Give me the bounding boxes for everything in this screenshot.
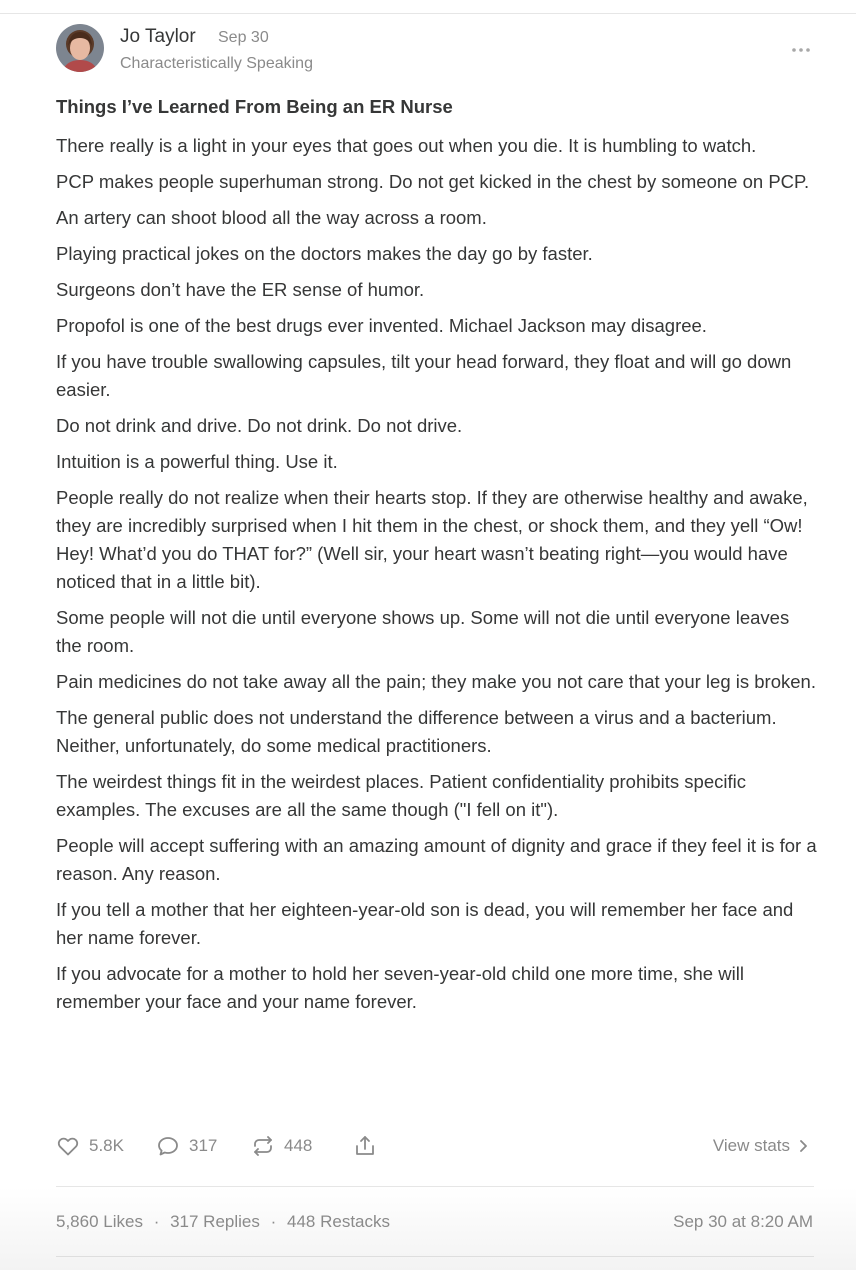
like-count: 5.8K (89, 1136, 124, 1155)
footer-divider (56, 1256, 814, 1257)
paragraph: Do not drink and drive. Do not drink. Do not drive. (56, 415, 463, 436)
comment-icon (156, 1134, 180, 1158)
paragraph: Some people will not die until everyone shows up. Some will not die until everyone leaves the room. (56, 607, 790, 656)
paragraph: Playing practical jokes on the doctors makes the day go by faster. (56, 243, 593, 264)
view-stats-link[interactable] (713, 1130, 808, 1162)
paragraph: If you advocate for a mother to hold her seven-year-old child one more time, she will remember your face and your name forever. (56, 963, 744, 1012)
share-icon (353, 1134, 377, 1158)
like-button[interactable] (56, 1130, 124, 1162)
author-name[interactable]: Jo Taylor (120, 26, 196, 47)
heart-icon (56, 1134, 80, 1158)
paragraph: People will accept suffering with an amazing amount of dignity and grace if they feel it is for a reason. Any reason. (56, 835, 817, 884)
post-timestamp: Sep 30 at 8:20 AM (673, 1212, 813, 1231)
paragraph: There really is a light in your eyes that goes out when you die. It is humbling to watch. (56, 135, 757, 156)
share-button[interactable] (353, 1130, 377, 1162)
action-bar (56, 1130, 814, 1162)
paragraph: If you have trouble swallowing capsules, tilt your head forward, they float and will go down easier. (56, 351, 792, 400)
restack-button[interactable] (251, 1130, 312, 1162)
restack-icon (251, 1134, 275, 1158)
top-divider (0, 13, 856, 14)
separator: · (270, 1212, 277, 1231)
more-icon[interactable] (790, 42, 812, 56)
paragraph: Intuition is a powerful thing. Use it. (56, 451, 338, 472)
likes-total[interactable]: 5,860 Likes (56, 1212, 143, 1231)
paragraph: An artery can shoot blood all the way across a room. (56, 207, 487, 228)
paragraph: Surgeons don’t have the ER sense of humor. (56, 279, 425, 300)
post-date: Sep 30 (218, 29, 269, 46)
reply-button[interactable] (156, 1130, 217, 1162)
view-stats-label: View stats (712, 1136, 790, 1155)
avatar[interactable] (56, 24, 104, 72)
restack-count: 448 (284, 1136, 313, 1155)
paragraph: The weirdest things fit in the weirdest places. Patient confidentiality prohibits specific examples. The excuses are all the same though ("I fell on it"). (56, 771, 746, 820)
separator: · (153, 1212, 160, 1231)
engagement-stats (56, 1212, 390, 1232)
reply-count: 317 (189, 1136, 218, 1155)
chevron-right-icon (798, 1139, 808, 1153)
paragraph: If you tell a mother that her eighteen-year-old son is dead, you will remember her face and her name forever. (56, 899, 794, 948)
restacks-total[interactable]: 448 Restacks (287, 1212, 391, 1231)
paragraph: PCP makes people superhuman strong. Do not get kicked in the chest by someone on PCP. (56, 171, 810, 192)
publication-name[interactable]: Characteristically Speaking (120, 55, 313, 72)
paragraph: People really do not realize when their hearts stop. If they are otherwise healthy and awake, they are incredibly surprised when I hit them in the chest, or shock them, and they yell “Ow! Hey! What’d you do THAT for?” (Well sir, your heart wasn’t beating right—you would have noticed that in a little bit). (56, 487, 808, 592)
post-body (56, 132, 818, 1024)
paragraph: Pain medicines do not take away all the pain; they make you not care that your leg is broken. (56, 671, 816, 692)
paragraph: The general public does not understand the difference between a virus and a bacterium. Neither, unfortunately, do some medical practitioners. (56, 707, 777, 756)
paragraph: Propofol is one of the best drugs ever invented. Michael Jackson may disagree. (56, 315, 707, 336)
replies-total[interactable]: 317 Replies (170, 1212, 260, 1231)
post-title: Things I’ve Learned From Being an ER Nurse (56, 96, 453, 117)
